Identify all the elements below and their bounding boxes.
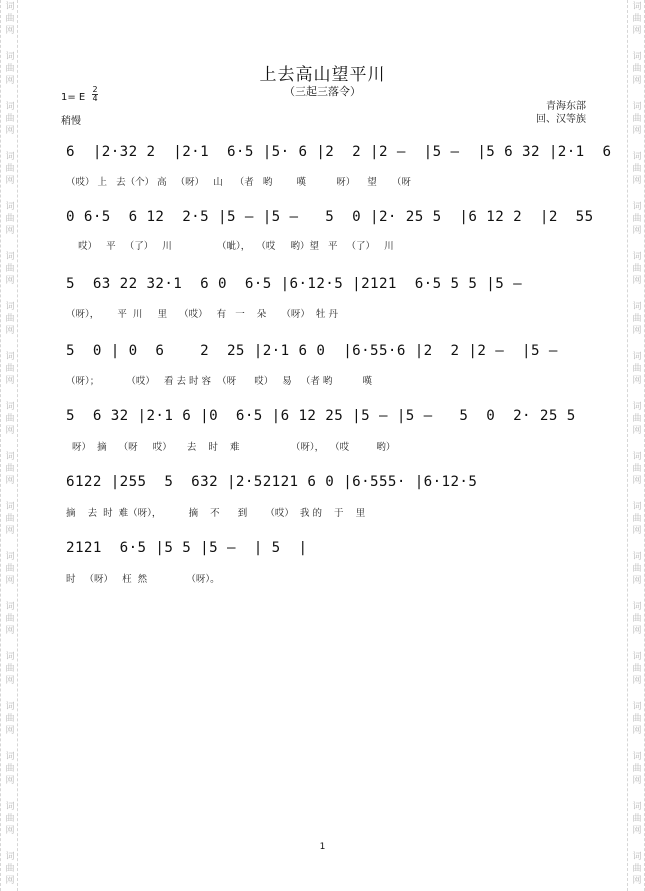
watermark-glyph: 曲	[5, 14, 15, 24]
origin-region: 青海东部	[546, 101, 586, 112]
watermark-glyph: 网	[5, 226, 15, 236]
watermark-glyph: 词	[632, 602, 642, 612]
lyric-line-4: （呀）； （哎） 看 去 时 容 （呀 哎） 易 （者 哟 嘆	[66, 376, 373, 387]
watermark-glyph: 曲	[5, 114, 15, 124]
watermark-glyph: 曲	[5, 664, 15, 674]
watermark-glyph: 词	[5, 302, 15, 312]
page-number: 1	[319, 842, 326, 852]
watermark-glyph: 网	[5, 326, 15, 336]
watermark-glyph: 曲	[5, 864, 15, 874]
watermark-glyph: 网	[5, 176, 15, 186]
notation-line-5: 5 6 32 |2·1 6 |0 6·5 |6 12 25 |5 – |5 – 5 0 2· 25 5	[66, 408, 576, 424]
watermark-glyph: 词	[5, 152, 15, 162]
lyric-line-3: （呀）， 平 川 里 （哎） 有 一 朵 （呀） 牡 丹	[66, 309, 338, 320]
watermark-glyph: 词	[632, 652, 642, 662]
watermark-glyph: 词	[632, 202, 642, 212]
watermark-glyph: 网	[5, 726, 15, 736]
notation-line-7: 2121 6·5 |5 5 |5 – | 5 |	[66, 540, 308, 556]
watermark-glyph: 网	[632, 676, 642, 686]
watermark-glyph: 曲	[5, 64, 15, 74]
watermark-glyph: 曲	[632, 114, 642, 124]
watermark-glyph: 曲	[632, 864, 642, 874]
watermark-glyph: 网	[632, 776, 642, 786]
watermark-glyph: 词	[632, 52, 642, 62]
watermark-glyph: 网	[632, 226, 642, 236]
watermark-glyph: 曲	[5, 164, 15, 174]
watermark-glyph: 词	[632, 152, 642, 162]
watermark-glyph: 网	[5, 476, 15, 486]
watermark-glyph: 网	[632, 126, 642, 136]
watermark-glyph: 词	[632, 302, 642, 312]
watermark-glyph: 网	[632, 726, 642, 736]
tempo-marking: 稍慢	[61, 116, 81, 127]
watermark-glyph: 曲	[5, 514, 15, 524]
watermark-glyph: 曲	[5, 614, 15, 624]
watermark-glyph: 网	[5, 26, 15, 36]
watermark-glyph: 曲	[632, 664, 642, 674]
watermark-glyph: 网	[632, 376, 642, 386]
watermark-glyph: 网	[632, 326, 642, 336]
watermark-glyph: 曲	[5, 414, 15, 424]
lyric-line-6: 摘 去 时 难（呀）， 摘 不 到 （哎） 我 的 于 里	[66, 508, 366, 519]
lyric-line-2: 哎） 平 （了） 川 （呲）， （哎 哟）望 平 （了） 川	[66, 241, 394, 252]
notation-line-3: 5 63 22 32·1 6 0 6·5 |6·12·5 |2121 6·5 5 5 |5 –	[66, 276, 523, 292]
song-subtitle: （三起三落令）	[284, 85, 361, 98]
watermark-glyph: 曲	[5, 814, 15, 824]
watermark-glyph: 词	[5, 2, 15, 12]
watermark-glyph: 网	[632, 626, 642, 636]
watermark-glyph: 词	[632, 802, 642, 812]
notation-line-6: 6122 |255 5 632 |2·52121 6 0 |6·555· |6·12·5	[66, 474, 478, 490]
watermark-glyph: 词	[5, 252, 15, 262]
watermark-glyph: 网	[632, 76, 642, 86]
watermark-glyph: 词	[632, 402, 642, 412]
watermark-glyph: 网	[5, 126, 15, 136]
watermark-glyph: 曲	[632, 814, 642, 824]
watermark-glyph: 词	[5, 802, 15, 812]
meter-top: 2	[92, 85, 98, 94]
watermark-glyph: 词	[632, 102, 642, 112]
watermark-glyph: 曲	[632, 364, 642, 374]
watermark-glyph: 词	[632, 752, 642, 762]
watermark-glyph: 词	[5, 52, 15, 62]
watermark-glyph: 词	[5, 552, 15, 562]
watermark-glyph: 曲	[632, 14, 642, 24]
watermark-glyph: 网	[5, 576, 15, 586]
lyric-line-7: 时 （呀） 枉 然 （呀）。	[66, 574, 220, 585]
watermark-glyph: 网	[632, 576, 642, 586]
left-watermark-strip	[0, 0, 18, 891]
watermark-glyph: 词	[5, 602, 15, 612]
notation-line-1: 6 |2·32 2 |2·1 6·5 |5· 6 |2 2 |2 – |5 – |5 6 32 |2·1 6	[66, 144, 612, 160]
notation-line-2: 0 6·5 6 12 2·5 |5 – |5 – 5 0 |2· 25 5 |6 12 2 |2 55	[66, 209, 594, 225]
watermark-glyph: 词	[632, 502, 642, 512]
watermark-glyph: 词	[5, 402, 15, 412]
watermark-glyph: 网	[5, 276, 15, 286]
watermark-glyph: 词	[632, 452, 642, 462]
watermark-glyph: 词	[5, 702, 15, 712]
watermark-glyph: 网	[632, 176, 642, 186]
watermark-glyph: 词	[632, 552, 642, 562]
origin-ethnicity: 回、汉等族	[536, 114, 586, 125]
watermark-glyph: 词	[632, 252, 642, 262]
watermark-glyph: 曲	[5, 364, 15, 374]
notation-line-4: 5 0 | 0 6 2 25 |2·1 6 0 |6·55·6 |2 2 |2 – |5 –	[66, 343, 558, 359]
watermark-glyph: 词	[5, 352, 15, 362]
watermark-glyph: 词	[5, 202, 15, 212]
watermark-glyph: 曲	[5, 464, 15, 474]
key-signature: 1= E	[61, 92, 86, 103]
watermark-glyph: 曲	[632, 414, 642, 424]
watermark-glyph: 网	[632, 426, 642, 436]
watermark-glyph: 网	[632, 826, 642, 836]
lyric-line-1: （哎） 上 去（个） 高 （呀） 山 （者 哟 嘆 呀） 望 （呀	[66, 177, 411, 188]
watermark-glyph: 曲	[632, 214, 642, 224]
watermark-glyph: 词	[632, 2, 642, 12]
watermark-glyph: 曲	[632, 614, 642, 624]
watermark-glyph: 曲	[632, 564, 642, 574]
song-origin	[536, 100, 586, 126]
watermark-glyph: 网	[5, 626, 15, 636]
watermark-glyph: 曲	[632, 264, 642, 274]
watermark-glyph: 网	[5, 76, 15, 86]
watermark-glyph: 曲	[5, 714, 15, 724]
watermark-glyph: 曲	[632, 314, 642, 324]
watermark-glyph: 曲	[632, 714, 642, 724]
watermark-glyph: 词	[632, 352, 642, 362]
watermark-glyph: 网	[632, 26, 642, 36]
watermark-glyph: 曲	[632, 64, 642, 74]
watermark-glyph: 曲	[5, 264, 15, 274]
watermark-glyph: 词	[632, 702, 642, 712]
right-watermark-strip	[627, 0, 645, 891]
watermark-glyph: 词	[5, 652, 15, 662]
watermark-glyph: 网	[5, 776, 15, 786]
watermark-glyph: 网	[5, 676, 15, 686]
watermark-glyph: 网	[5, 876, 15, 886]
watermark-glyph: 曲	[5, 764, 15, 774]
watermark-glyph: 网	[5, 826, 15, 836]
watermark-glyph: 曲	[632, 464, 642, 474]
watermark-glyph: 词	[5, 452, 15, 462]
watermark-glyph: 网	[5, 526, 15, 536]
watermark-glyph: 词	[5, 502, 15, 512]
watermark-glyph: 网	[5, 376, 15, 386]
watermark-glyph: 词	[5, 852, 15, 862]
watermark-glyph: 曲	[5, 314, 15, 324]
watermark-glyph: 词	[632, 852, 642, 862]
watermark-glyph: 词	[5, 752, 15, 762]
watermark-glyph: 曲	[5, 214, 15, 224]
watermark-glyph: 网	[632, 276, 642, 286]
watermark-glyph: 网	[632, 476, 642, 486]
watermark-glyph: 曲	[632, 764, 642, 774]
watermark-glyph: 网	[632, 876, 642, 886]
meter-bottom: 4	[92, 94, 98, 103]
watermark-glyph: 网	[5, 426, 15, 436]
song-title: 上去高山望平川	[259, 65, 386, 85]
watermark-glyph: 词	[5, 102, 15, 112]
watermark-glyph: 网	[632, 526, 642, 536]
lyric-line-5: 呀） 摘 （呀 哎） 去 时 难 （呀）， （哎 哟）	[66, 442, 396, 453]
time-signature	[92, 86, 98, 103]
watermark-glyph: 曲	[632, 514, 642, 524]
watermark-glyph: 曲	[5, 564, 15, 574]
watermark-glyph: 曲	[632, 164, 642, 174]
